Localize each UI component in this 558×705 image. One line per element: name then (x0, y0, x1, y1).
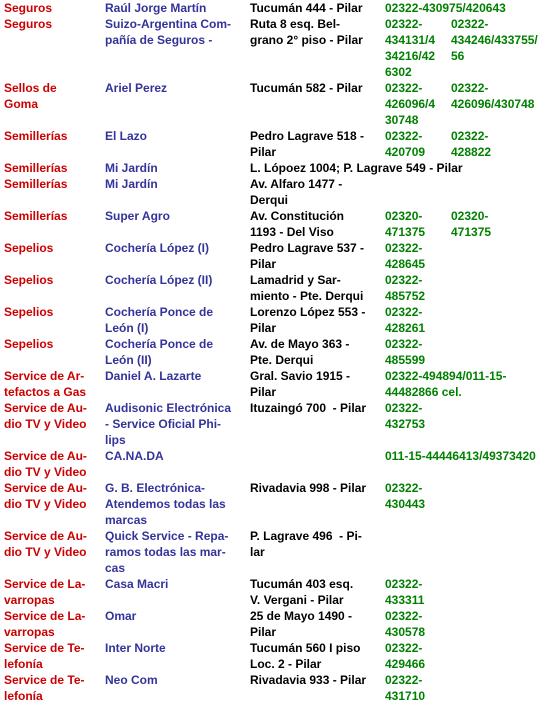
phone-cell: 02322- 428261 (385, 305, 426, 335)
address-cell: Lamadrid y Sar- miento - Pte. Derqui (250, 273, 364, 303)
phone-cell: 02322- 420709 (385, 129, 426, 159)
phone-cell: 02322-430975/420643 (385, 1, 506, 15)
category-cell: Semillerías (4, 209, 68, 223)
category-cell: Semillerías (4, 177, 68, 191)
category-cell: Sepelios (4, 241, 54, 255)
phone-cell: 02322- 485599 (385, 337, 426, 367)
business-name-cell: Raúl Jorge Martín (105, 1, 207, 15)
address-cell: Tucumán 403 esq. V. Vergani - Pilar (250, 577, 354, 607)
business-name-cell: Cochería López (I) (105, 241, 210, 255)
address-cell: Tucumán 582 - Pilar (250, 81, 363, 95)
address-cell: L. Lópoez 1004; P. Lagrave 549 - Pilar (250, 161, 463, 175)
address-cell: Pedro Lagrave 518 - Pilar (250, 129, 365, 159)
category-cell: Service de Te- lefonía (4, 673, 85, 703)
address-cell: Tucumán 560 I piso Loc. 2 - Pilar (250, 641, 361, 671)
category-cell: Service de Au- dio TV y Video (4, 401, 87, 431)
address-cell: Av. Constitución 1193 - Del Viso (250, 209, 344, 239)
phone-cell: 02322- 429466 (385, 641, 426, 671)
category-cell: Service de Ar- tefactos a Gas (4, 369, 87, 399)
address-cell: Ituzaingó 700 - Pilar (250, 401, 367, 415)
address-cell: P. Lagrave 496 - Pi- lar (250, 529, 362, 559)
business-name-cell: Mi Jardín (105, 177, 158, 191)
address-cell: Rivadavia 998 - Pilar (250, 481, 367, 495)
category-cell: Seguros (4, 1, 53, 15)
phone-cell: 02322- 434131/4 34216/42 6302 (385, 17, 436, 79)
phone-cell: 02322- 485752 (385, 273, 426, 303)
business-name-cell: CA.NA.DA (105, 449, 164, 463)
address-cell: 25 de Mayo 1490 - Pilar (250, 609, 353, 639)
business-name-cell: Super Agro (105, 209, 170, 223)
business-name-cell: Mi Jardín (105, 161, 158, 175)
address-cell: Tucumán 444 - Pilar (250, 1, 363, 15)
business-name-cell: Casa Macri (105, 577, 169, 591)
business-name-cell: Inter Norte (105, 641, 166, 655)
category-cell: Semillerías (4, 129, 68, 143)
phone-alt-cell: 02322- 434246/433755/ 56 (451, 17, 538, 63)
category-cell: Sepelios (4, 273, 54, 287)
business-name-cell: Neo Com (105, 673, 158, 687)
business-name-cell: Quick Service - Repa- ramos todas las mar- cas (105, 529, 229, 575)
category-cell: Sellos de Goma (4, 81, 57, 111)
phone-cell: 02322- 428645 (385, 241, 426, 271)
business-name-cell: Cochería Ponce de León (I) (105, 305, 214, 335)
phone-cell: 02322-494894/011-15- 44482866 cel. (385, 369, 507, 399)
business-name-cell: El Lazo (105, 129, 148, 143)
address-cell: Av. de Mayo 363 - Pte. Derqui (250, 337, 350, 367)
address-cell: Av. Alfaro 1477 - Derqui (250, 177, 343, 207)
phone-cell: 02322- 432753 (385, 401, 426, 431)
category-cell: Sepelios (4, 337, 54, 351)
phone-alt-cell: 02322- 426096/430748 (451, 81, 535, 111)
category-cell: Service de La- varropas (4, 577, 86, 607)
business-name-cell: Cochería Ponce de León (II) (105, 337, 214, 367)
category-cell: Service de Au- dio TV y Video (4, 481, 87, 511)
address-cell: Gral. Savio 1915 - Pilar (250, 369, 351, 399)
business-name-cell: Audisonic Electrónica - Service Oficial Phi- lips (105, 401, 232, 447)
phone-cell: 02320- 471375 (385, 209, 426, 239)
address-cell: Pedro Lagrave 537 - Pilar (250, 241, 365, 271)
phone-alt-cell: 02322- 428822 (451, 129, 492, 159)
phone-cell: 02322- 430443 (385, 481, 426, 511)
phone-cell: 02322- 433311 (385, 577, 425, 607)
business-name-cell: Ariel Perez (105, 81, 168, 95)
address-cell: Ruta 8 esq. Bel- grano 2° piso - Pilar (250, 17, 363, 47)
address-cell: Rivadavia 933 - Pilar (250, 673, 367, 687)
category-cell: Sepelios (4, 305, 54, 319)
business-name-cell: Daniel A. Lazarte (105, 369, 202, 383)
business-name-cell: Omar (105, 609, 137, 623)
phone-cell: 02322- 431710 (385, 673, 426, 703)
category-cell: Service de Au- dio TV y Video (4, 529, 87, 559)
category-cell: Service de Te- lefonía (4, 641, 85, 671)
phone-cell: 011-15-44446413/49373420 (385, 449, 536, 463)
category-cell: Service de Au- dio TV y Video (4, 449, 87, 479)
category-cell: Semillerías (4, 161, 68, 175)
category-cell: Seguros (4, 17, 53, 31)
business-name-cell: Suizo-Argentina Com- pañía de Seguros - (105, 17, 231, 47)
business-name-cell: G. B. Electrónica- Atendemos todas las marcas (105, 481, 226, 527)
category-cell: Service de La- varropas (4, 609, 86, 639)
phone-cell: 02322- 430578 (385, 609, 426, 639)
business-name-cell: Cochería López (II) (105, 273, 213, 287)
address-cell: Lorenzo López 553 - Pilar (250, 305, 366, 335)
phone-cell: 02322- 426096/4 30748 (385, 81, 436, 127)
phone-alt-cell: 02320- 471375 (451, 209, 492, 239)
